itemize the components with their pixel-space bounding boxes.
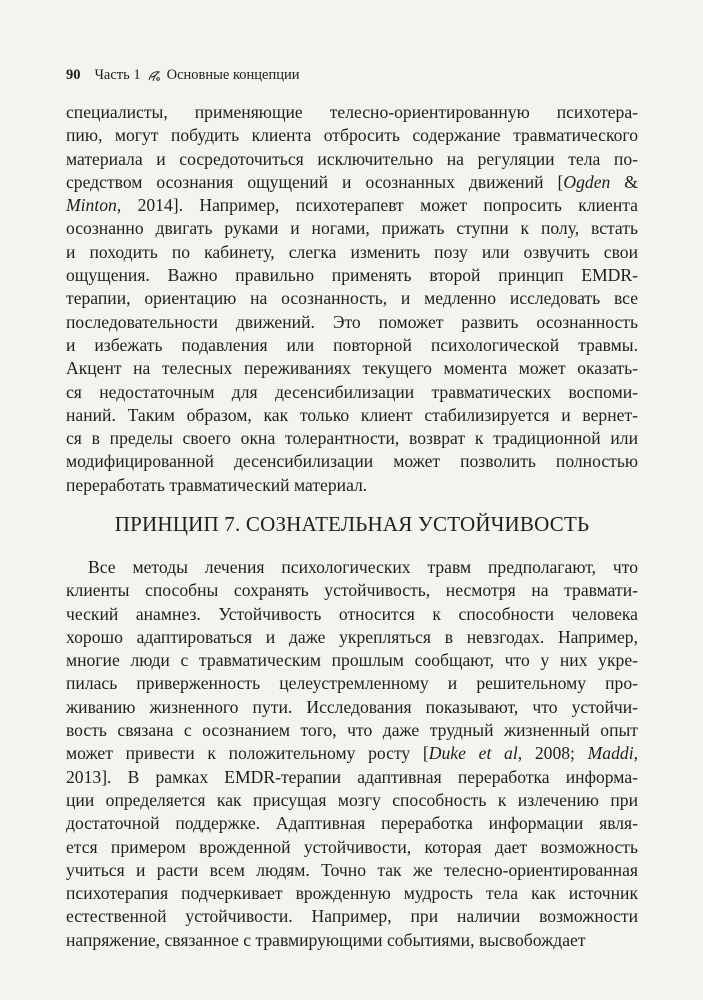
text-line: многие люди с травматическим прошлым сообщают, что у них укре- (66, 650, 638, 671)
text-line: психотерапия подчеркивает врожденную мудрость тела как источник (66, 883, 638, 904)
text-line: 2013]. В рамках EMDR-терапии адаптивная переработка информа- (66, 766, 638, 787)
section-heading: ПРИНЦИП 7. СОЗНАТЕЛЬНАЯ УСТОЙЧИВОСТЬ (114, 512, 590, 536)
text-line: Акцент на телесных переживаниях текущего момента может оказать- (66, 358, 638, 379)
text-line: специалисты, применяющие телесно-ориентированную психотера- (66, 102, 638, 122)
running-header (66, 67, 300, 84)
text-line: осознанно двигать руками и ногами, прижать ступни к полу, встать (66, 218, 638, 239)
text-line: может привести к положительному росту [Duke et al, 2008; Maddi, (66, 743, 638, 764)
text-line: переработать травматический материал. (66, 474, 368, 495)
paragraph-2 (66, 556, 638, 952)
text-line: учиться и расти всем людям. Точно так же телесно-ориентированная (66, 859, 638, 880)
page-number: 90 (66, 67, 81, 83)
text-line: последовательности движений. Это поможет развить осознанность (66, 311, 638, 332)
citation-author: Minton (66, 195, 117, 216)
text-line: Minton, 2014]. Например, психотерапевт может попросить клиента (66, 195, 638, 216)
paragraph-1 (66, 101, 638, 497)
citation-author: Maddi (587, 743, 634, 764)
text-line: наний. Таким образом, как только клиент стабилизируется и вернет- (66, 404, 638, 425)
ornament-icon (147, 69, 161, 83)
text-line: вость связана с осознанием того, что даже трудный жизненный опыт (66, 720, 638, 741)
citation-author: Duke et al (428, 743, 518, 764)
section-label: Основные концепции (166, 67, 300, 83)
text-line: Все методы лечения психологических травм предполагают, что (88, 557, 638, 577)
text-line: ся недостаточным для десенсибилизации травматических воспоми- (66, 381, 638, 402)
text-line: терапии, ориентацию на осознанность, и медленно исследовать все (66, 288, 638, 309)
text-line: напряжение, связанное с травмирующими событиями, высвобождает (66, 929, 586, 950)
text-line: ется примером врожденной устойчивости, которая дает возможность (66, 836, 638, 857)
text-line: материала и сосредоточиться исключительно на регуляции тела по- (66, 148, 638, 169)
text-line: ся в пределы своего окна толерантности, возврат к традиционной или (66, 428, 638, 449)
text-line: пию, могут побудить клиента отбросить содержание травматического (66, 125, 638, 146)
text-line: и избежать подавления или повторной психологической травмы. (66, 334, 638, 355)
text-line: естественной устойчивости. Например, при наличии возможности (66, 906, 638, 927)
text-line: ощущения. Важно правильно применять второй принцип EMDR- (66, 265, 638, 286)
text-line: и походить по кабинету, слегка изменить позу или озвучить свои (66, 241, 638, 262)
text-line: клиенты способны сохранять устойчивость, несмотря на травмати- (66, 580, 638, 601)
text-line: достаточной поддержке. Адаптивная переработка информации явля- (66, 813, 638, 834)
text-line: средством осознания ощущений и осознанных движений [Ogden & (66, 171, 638, 192)
text-line: ческий анамнез. Устойчивость относится к способности человека (66, 603, 638, 624)
text-line: модифицированной десенсибилизации может позволить полностью (66, 451, 638, 472)
text-line: пилась приверженность целеустремленному и решительному про- (66, 673, 638, 694)
part-label: Часть 1 (94, 67, 141, 83)
text-line: живанию жизненного пути. Исследования показывают, что устойчи- (66, 696, 638, 717)
text-line: хорошо адаптироваться и даже укрепляться в невзгодах. Например, (66, 626, 638, 647)
text-line: ции определяется как присущая мозгу способность к излечению при (66, 789, 638, 810)
citation-author: Ogden (563, 171, 611, 192)
